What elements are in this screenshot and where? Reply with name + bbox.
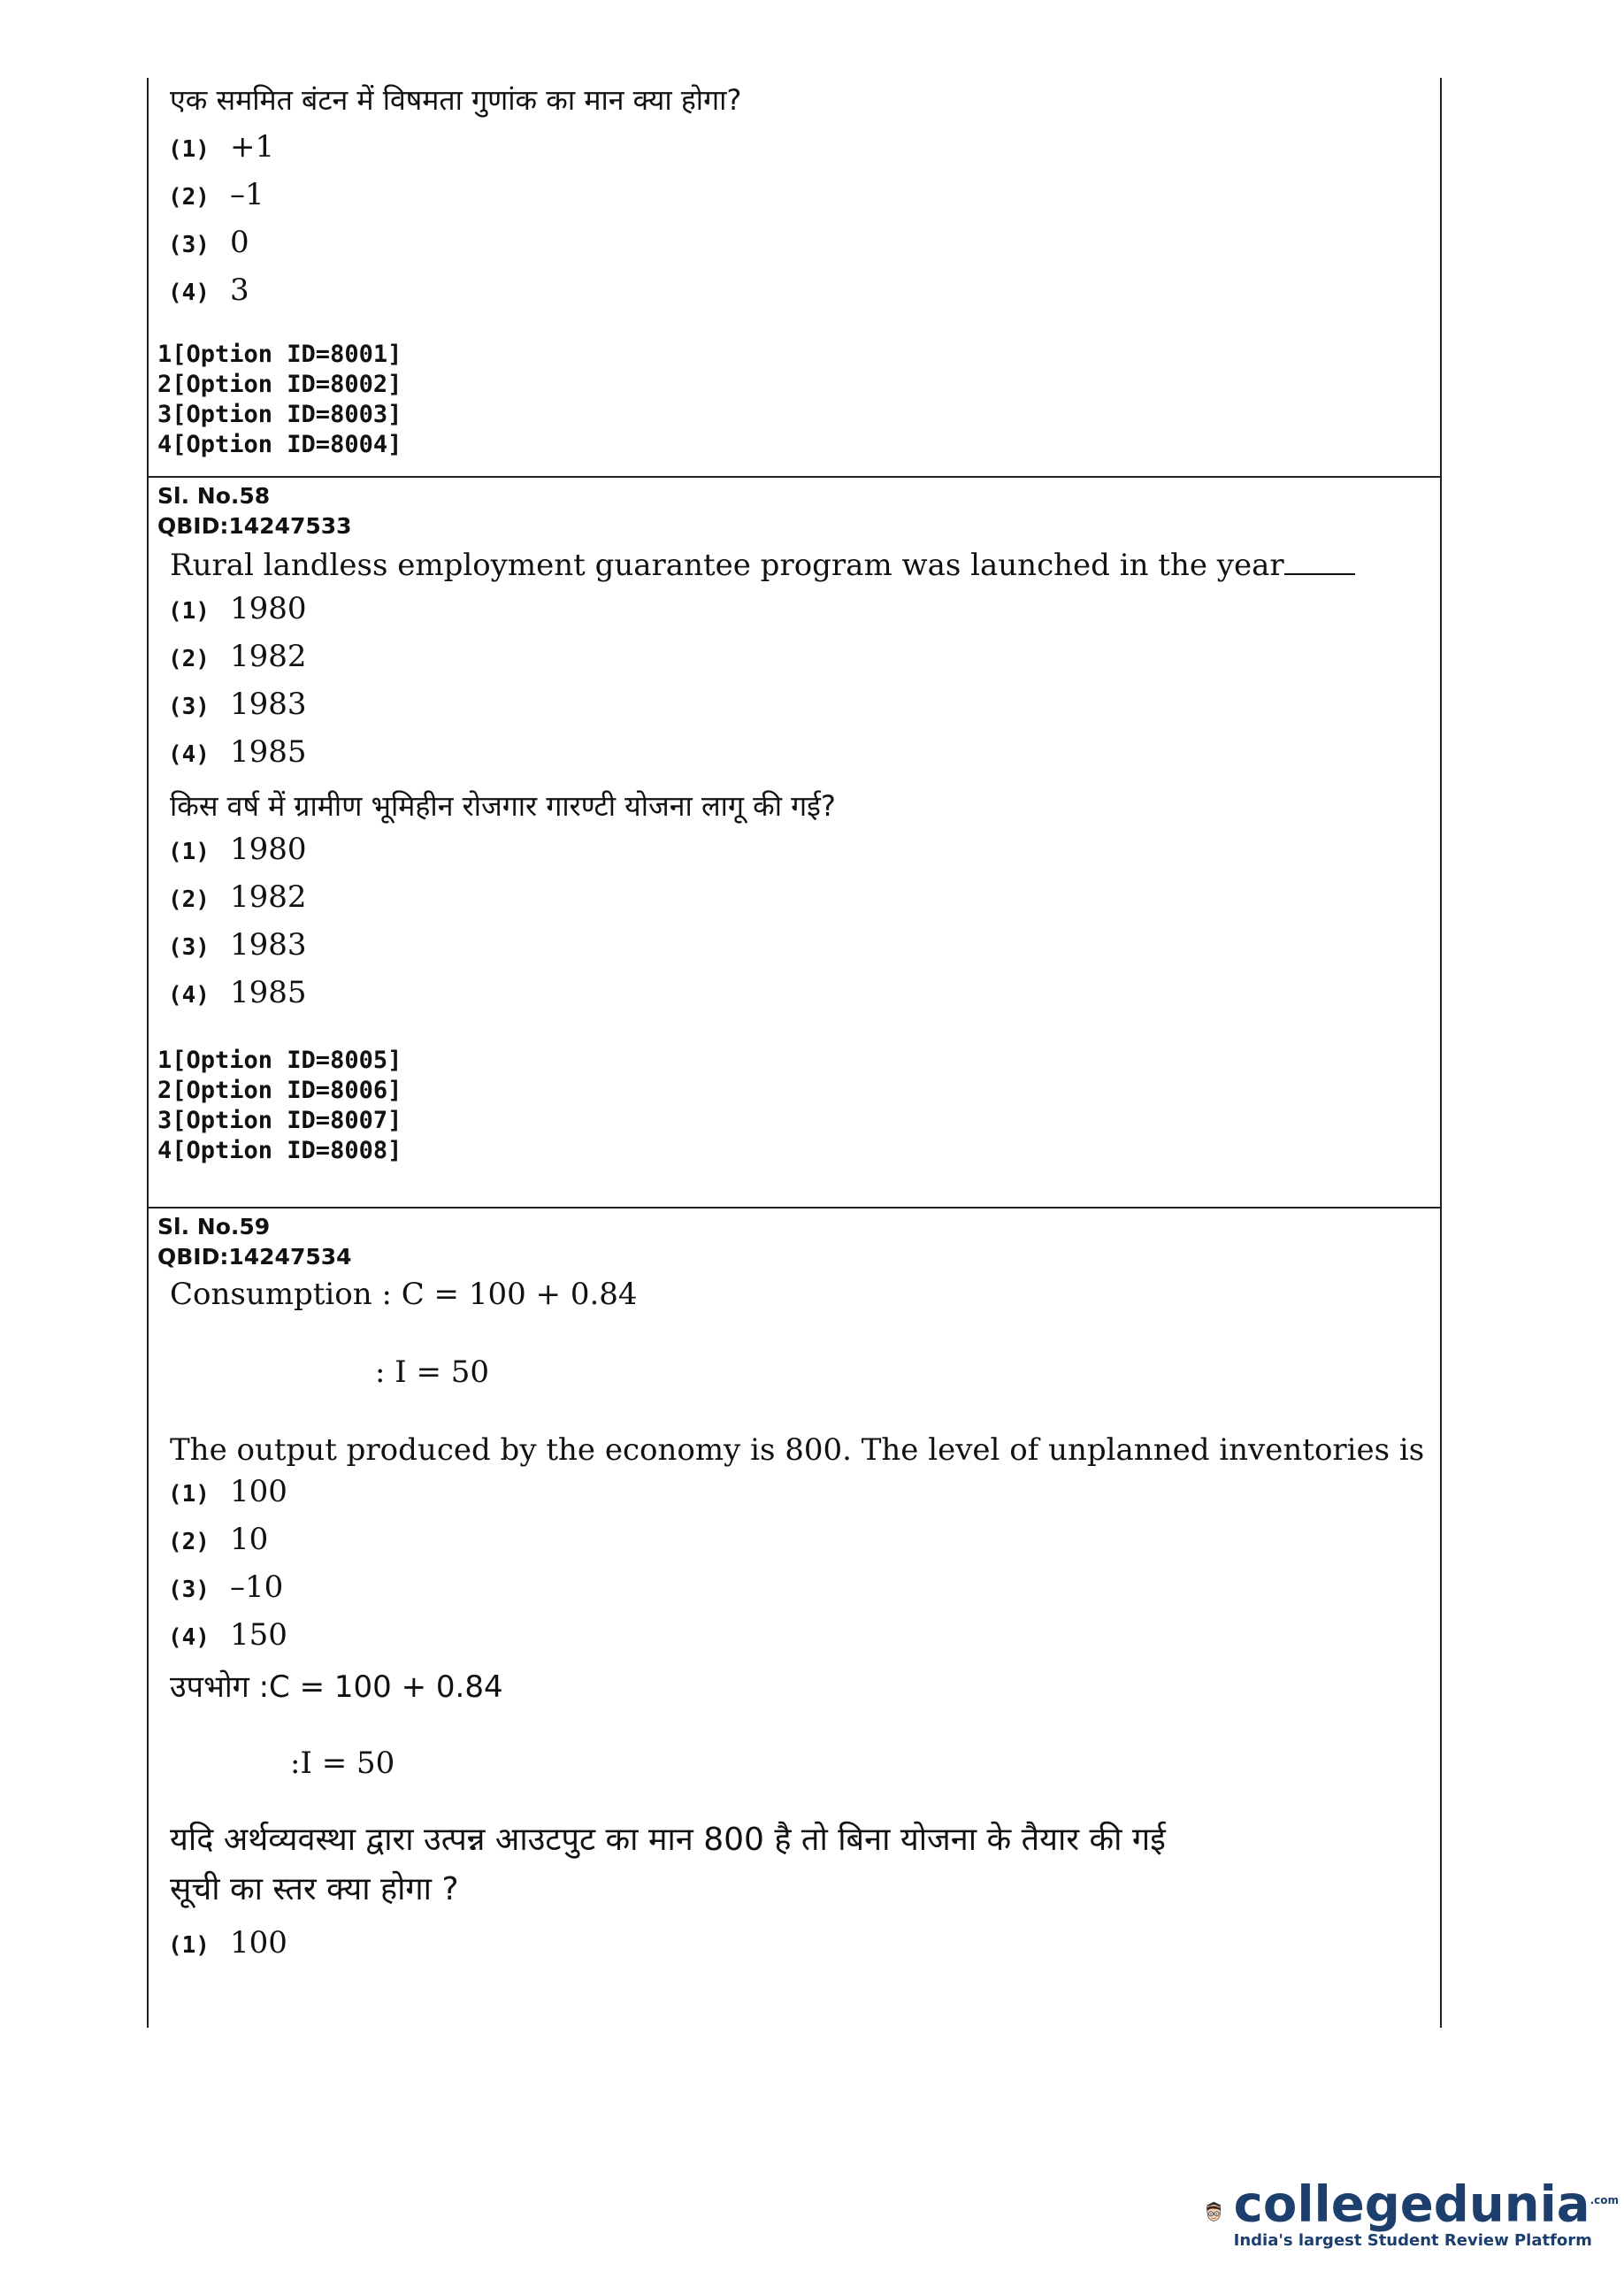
question-text-en xyxy=(170,545,1440,586)
option-id: 4[Option ID=8004] xyxy=(157,431,402,458)
serial-number: Sl. No.58 xyxy=(157,483,271,509)
option-4 xyxy=(168,975,1440,1023)
option-number: (2) xyxy=(168,1529,210,1555)
option-value: +1 xyxy=(230,129,275,165)
option-number: (4) xyxy=(168,982,210,1009)
option-number: (3) xyxy=(168,232,210,258)
question-58 xyxy=(149,476,1440,1210)
question-line-2: सूची का स्तर क्या होगा ? xyxy=(170,1871,459,1907)
option-1 xyxy=(168,129,1440,177)
option-number: (3) xyxy=(168,1577,210,1603)
option-ids xyxy=(149,1046,1440,1166)
option-id: 1[Option ID=8001] xyxy=(157,341,402,368)
option-1 xyxy=(168,832,1440,879)
qbid: QBID:14247534 xyxy=(157,1244,352,1270)
options-list-hi xyxy=(149,1925,1440,1973)
serial-number: Sl. No.59 xyxy=(157,1214,271,1239)
qbid: QBID:14247533 xyxy=(157,513,352,539)
option-value: 0 xyxy=(230,225,249,260)
question-text-hi: एक सममित बंटन में विषमता गुणांक का मान क्या होगा? xyxy=(170,83,742,117)
option-id: 2[Option ID=8002] xyxy=(157,371,402,398)
option-1 xyxy=(168,1474,1440,1522)
option-number: (2) xyxy=(168,646,210,672)
option-value: 1983 xyxy=(230,927,307,963)
investment-en: : I = 50 xyxy=(375,1354,490,1390)
brand-tagline: India's largest Student Review Platform xyxy=(1233,2231,1592,2251)
question-text: Rural landless employment guarantee program was launched in the year xyxy=(170,548,1284,583)
answer-blank xyxy=(1284,550,1355,575)
option-number: (3) xyxy=(168,934,210,961)
option-number: (1) xyxy=(168,839,210,865)
option-number: (1) xyxy=(168,1932,210,1959)
option-number: (2) xyxy=(168,184,210,211)
option-1 xyxy=(168,1925,1440,1973)
question-line-1: यदि अर्थव्यवस्था द्वारा उत्पन्न आउटपुट का मान 800 है तो बिना योजना के तैयार की गई xyxy=(170,1822,1166,1858)
option-number: (4) xyxy=(168,741,210,768)
logo-text xyxy=(1234,2174,1619,2251)
option-number: (1) xyxy=(168,136,210,163)
option-value: 1982 xyxy=(230,639,307,674)
consumption-function-hi: उपभोग :C = 100 + 0.84 xyxy=(170,1669,503,1705)
consumption-function-en: Consumption : C = 100 + 0.84 xyxy=(170,1277,638,1312)
option-value: 150 xyxy=(230,1617,287,1653)
option-id: 2[Option ID=8006] xyxy=(157,1077,402,1104)
option-value: 1983 xyxy=(230,687,307,722)
option-value: 3 xyxy=(230,272,249,308)
question-text-hi: किस वर्ष में ग्रामीण भूमिहीन रोजगार गारण्टी योजना लागू की गई? xyxy=(170,789,836,823)
option-number: (2) xyxy=(168,886,210,913)
option-id: 1[Option ID=8005] xyxy=(157,1047,402,1074)
option-value: 1980 xyxy=(230,832,307,867)
option-2 xyxy=(168,879,1440,927)
question-57 xyxy=(149,78,1440,478)
option-1 xyxy=(168,591,1440,639)
option-3 xyxy=(168,927,1440,975)
option-value: 1982 xyxy=(230,879,307,915)
option-2 xyxy=(168,177,1440,225)
option-number: (4) xyxy=(168,280,210,306)
option-number: (1) xyxy=(168,598,210,625)
option-2 xyxy=(168,1522,1440,1569)
option-value: 10 xyxy=(230,1522,269,1557)
option-4 xyxy=(168,272,1440,320)
option-value: 100 xyxy=(230,1474,287,1509)
option-value: 1980 xyxy=(230,591,307,626)
option-value: –1 xyxy=(230,177,264,212)
mascot-icon xyxy=(1203,2154,1225,2269)
option-number: (1) xyxy=(168,1481,210,1508)
options-list-hi xyxy=(149,832,1440,1023)
brand-suffix: .com xyxy=(1590,2193,1619,2206)
option-id: 3[Option ID=8003] xyxy=(157,401,402,428)
question-text-en: The output produced by the economy is 800. The level of unplanned inventories is xyxy=(170,1432,1425,1468)
brand-name xyxy=(1234,2174,1619,2232)
option-value: –10 xyxy=(230,1569,284,1605)
option-4 xyxy=(168,734,1440,782)
option-ids xyxy=(149,340,1440,460)
options-list-en xyxy=(149,1474,1440,1665)
option-number: (4) xyxy=(168,1624,210,1651)
options-list xyxy=(149,129,1440,320)
option-id: 3[Option ID=8007] xyxy=(157,1107,402,1134)
brand-text: collegedunia xyxy=(1233,2175,1590,2234)
option-3 xyxy=(168,687,1440,734)
option-id: 4[Option ID=8008] xyxy=(157,1137,402,1164)
question-text-hi xyxy=(170,1815,1440,1915)
option-value: 1985 xyxy=(230,734,307,770)
question-frame xyxy=(147,78,1442,2028)
option-2 xyxy=(168,639,1440,687)
question-59 xyxy=(149,1207,1440,2030)
option-4 xyxy=(168,1617,1440,1665)
options-list-en xyxy=(149,591,1440,782)
investment-hi: :I = 50 xyxy=(290,1746,395,1781)
option-number: (3) xyxy=(168,694,210,720)
option-3 xyxy=(168,225,1440,272)
option-3 xyxy=(168,1569,1440,1617)
collegedunia-logo xyxy=(1203,2150,1619,2274)
option-value: 100 xyxy=(230,1925,287,1961)
option-value: 1985 xyxy=(230,975,307,1010)
